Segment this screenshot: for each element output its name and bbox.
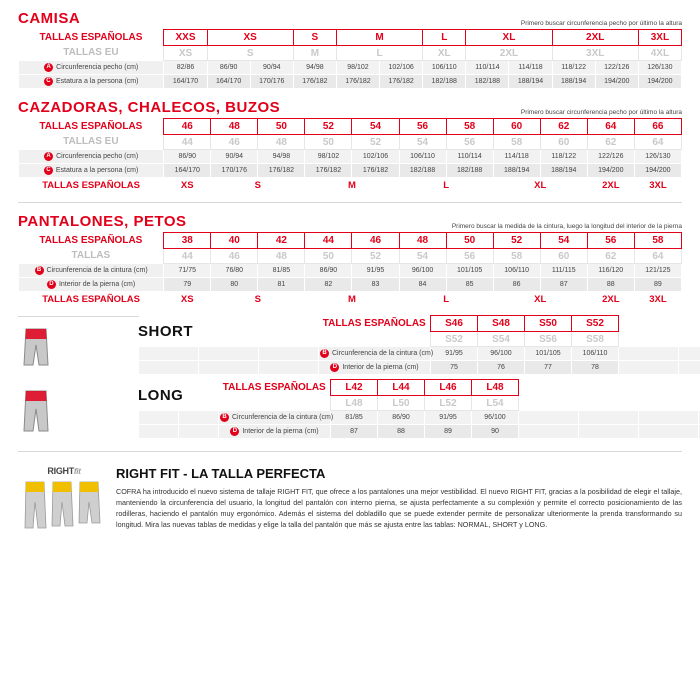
table-row xyxy=(139,361,700,375)
size-cell: XS xyxy=(207,30,293,46)
data-cell: 194/200 xyxy=(638,75,681,89)
size-cell: XS xyxy=(164,292,211,308)
logo-main-text: RIGHT xyxy=(47,466,74,476)
data-cell: 101/105 xyxy=(525,347,572,361)
size-cell: 44 xyxy=(305,233,352,249)
data-cell: 98/102 xyxy=(336,61,379,75)
row-label xyxy=(19,61,164,75)
data-cell: 76/80 xyxy=(211,264,258,278)
row-label xyxy=(19,150,164,164)
badge-a-icon: A xyxy=(44,63,53,72)
section-note-camisa: Primero buscar circunferencia pecho por último la altura xyxy=(520,20,682,27)
size-cell: L xyxy=(399,292,493,308)
pants-trio-icon xyxy=(22,521,106,538)
size-cell: 54 xyxy=(399,249,446,264)
data-cell: 91/95 xyxy=(431,347,478,361)
size-cell: XS xyxy=(164,46,207,61)
table-row xyxy=(19,150,682,164)
size-cell: 62 xyxy=(587,135,634,150)
row-label-text: Circunferencia pecho (cm) xyxy=(56,153,139,160)
data-cell: 89 xyxy=(425,425,472,439)
data-cell: 90 xyxy=(472,425,519,439)
badge-d-icon: D xyxy=(230,427,239,436)
size-cell: XS xyxy=(164,178,211,194)
data-cell: 81 xyxy=(258,278,305,292)
section-title-camisa: CAMISA xyxy=(18,10,81,27)
size-cell: XL xyxy=(423,46,466,61)
logo-fit-text: fit xyxy=(73,467,81,476)
size-cell: 64 xyxy=(634,135,681,150)
size-cell: L46 xyxy=(425,380,472,396)
row-label: TALLAS ESPAÑOLAS xyxy=(19,119,164,135)
size-cell: 52 xyxy=(305,119,352,135)
size-cell: 50 xyxy=(305,249,352,264)
size-cell: XL xyxy=(493,178,587,194)
size-cell: 48 xyxy=(258,249,305,264)
badge-d-icon: D xyxy=(330,363,339,372)
size-cell: XL xyxy=(493,292,587,308)
size-cell: S54 xyxy=(478,332,525,347)
row-label xyxy=(19,164,164,178)
data-cell: 88 xyxy=(378,425,425,439)
badge-a-icon: A xyxy=(44,152,53,161)
size-cell: 50 xyxy=(305,135,352,150)
data-cell: 84 xyxy=(399,278,446,292)
size-cell: 56 xyxy=(587,233,634,249)
size-cell: 4XL xyxy=(638,46,681,61)
data-cell: 114/118 xyxy=(493,150,540,164)
size-cell: 42 xyxy=(258,233,305,249)
data-cell: 164/170 xyxy=(164,164,211,178)
size-cell: 52 xyxy=(352,249,399,264)
size-cell: M xyxy=(336,30,422,46)
size-cell: 54 xyxy=(352,119,399,135)
row-label-text: Estatura a la persona (cm) xyxy=(55,167,139,174)
data-cell: 82/86 xyxy=(164,61,207,75)
size-cell: 46 xyxy=(211,249,258,264)
size-cell: 58 xyxy=(493,249,540,264)
section-title-cazadoras: CAZADORAS, CHALECOS, BUZOS xyxy=(18,99,281,116)
right-fit-footer xyxy=(18,466,682,539)
size-cell: S xyxy=(207,46,293,61)
size-cell: 56 xyxy=(399,119,446,135)
data-cell: 90/94 xyxy=(211,150,258,164)
table-row xyxy=(19,178,682,194)
size-cell: 60 xyxy=(540,135,587,150)
size-cell: 2XL xyxy=(552,30,638,46)
data-cell: 118/122 xyxy=(552,61,595,75)
size-cell: 64 xyxy=(634,249,681,264)
row-label: TALLAS ESPAÑOLAS xyxy=(19,178,164,194)
data-cell: 101/105 xyxy=(446,264,493,278)
size-cell: S xyxy=(211,178,305,194)
data-cell: 98/102 xyxy=(305,150,352,164)
data-cell: 106/110 xyxy=(493,264,540,278)
data-cell: 102/106 xyxy=(380,61,423,75)
data-cell: 83 xyxy=(352,278,399,292)
fit-block-short xyxy=(18,318,682,375)
size-cell: 2XL xyxy=(587,292,634,308)
size-cell: L50 xyxy=(378,396,425,411)
section-note-cazadoras: Primero buscar circunferencia pecho por último la altura xyxy=(520,109,682,116)
size-cell: L48 xyxy=(331,396,378,411)
data-cell: 76 xyxy=(478,361,525,375)
data-cell: 176/182 xyxy=(293,75,336,89)
size-cell: 3XL xyxy=(552,46,638,61)
size-cell: 66 xyxy=(634,119,681,135)
size-cell: S58 xyxy=(572,332,619,347)
size-cell: 46 xyxy=(352,233,399,249)
row-label-text: Circunferencia pecho (cm) xyxy=(56,64,139,71)
data-cell: 85 xyxy=(446,278,493,292)
size-cell: S50 xyxy=(525,316,572,332)
data-cell: 80 xyxy=(211,278,258,292)
size-cell: 44 xyxy=(164,135,211,150)
data-cell: 110/114 xyxy=(466,61,509,75)
size-cell: S xyxy=(293,30,336,46)
fit-block-long xyxy=(18,382,682,439)
row-label xyxy=(319,347,434,361)
right-fit-logo-text xyxy=(18,466,110,476)
data-cell: 164/170 xyxy=(164,75,207,89)
data-cell: 188/194 xyxy=(509,75,552,89)
badge-b-icon: B xyxy=(220,413,229,422)
row-label: TALLAS EU xyxy=(19,46,164,61)
divider xyxy=(18,451,682,452)
size-cell: S46 xyxy=(431,316,478,332)
data-cell: 188/194 xyxy=(552,75,595,89)
row-label: TALLAS EU xyxy=(19,135,164,150)
size-cell: 56 xyxy=(446,135,493,150)
size-cell: S52 xyxy=(572,316,619,332)
data-cell: 164/170 xyxy=(207,75,250,89)
table-row xyxy=(139,425,700,439)
row-label: TALLAS xyxy=(19,249,164,264)
data-cell: 86/90 xyxy=(378,411,425,425)
data-cell: 96/100 xyxy=(478,347,525,361)
size-cell: 58 xyxy=(493,135,540,150)
size-cell: 38 xyxy=(164,233,211,249)
table-row xyxy=(19,75,682,89)
data-cell: 176/182 xyxy=(380,75,423,89)
fit-name-short: SHORT xyxy=(138,323,193,340)
size-cell: L xyxy=(336,46,422,61)
table-cazadoras xyxy=(18,118,682,193)
data-cell: 102/106 xyxy=(352,150,399,164)
data-cell: 94/98 xyxy=(293,61,336,75)
data-cell: 86/90 xyxy=(207,61,250,75)
size-cell: 3XL xyxy=(638,30,681,46)
section-header-camisa xyxy=(18,0,682,29)
data-cell: 194/200 xyxy=(587,164,634,178)
table-row xyxy=(139,347,700,361)
data-cell: 188/194 xyxy=(493,164,540,178)
size-cell: 44 xyxy=(164,249,211,264)
data-cell: 91/95 xyxy=(425,411,472,425)
size-cell: 48 xyxy=(211,119,258,135)
data-cell: 176/182 xyxy=(305,164,352,178)
table-camisa xyxy=(18,29,682,89)
right-fit-logo xyxy=(18,466,110,539)
data-cell: 86/90 xyxy=(164,150,211,164)
data-cell: 91/95 xyxy=(352,264,399,278)
size-cell: 40 xyxy=(211,233,258,249)
size-cell: 64 xyxy=(587,119,634,135)
table-row xyxy=(19,46,682,61)
data-cell: 81/85 xyxy=(258,264,305,278)
right-fit-body xyxy=(110,466,682,531)
data-cell: 82 xyxy=(305,278,352,292)
data-cell: 182/188 xyxy=(399,164,446,178)
pants-icon xyxy=(18,327,54,372)
row-label: TALLAS ESPAÑOLAS xyxy=(19,30,164,46)
data-cell: 118/122 xyxy=(540,150,587,164)
data-cell: 88 xyxy=(587,278,634,292)
data-cell: 194/200 xyxy=(634,164,681,178)
data-cell: 87 xyxy=(540,278,587,292)
size-cell: S56 xyxy=(525,332,572,347)
fit-label-short xyxy=(18,327,138,372)
data-cell: 81/85 xyxy=(331,411,378,425)
data-cell: 71/75 xyxy=(164,264,211,278)
row-label-text: Estatura a la persona (cm) xyxy=(55,78,139,85)
data-cell: 170/176 xyxy=(250,75,293,89)
size-cell: 50 xyxy=(446,233,493,249)
data-cell: 126/130 xyxy=(638,61,681,75)
size-cell: 46 xyxy=(164,119,211,135)
size-cell: 62 xyxy=(540,119,587,135)
badge-b-icon: B xyxy=(320,349,329,358)
size-cell: L xyxy=(399,178,493,194)
table-row xyxy=(19,264,682,278)
data-cell: 86/90 xyxy=(305,264,352,278)
data-cell: 116/120 xyxy=(587,264,634,278)
size-cell: 2XL xyxy=(587,178,634,194)
data-cell: 122/126 xyxy=(587,150,634,164)
size-cell: 52 xyxy=(352,135,399,150)
section-title-pantalones: PANTALONES, PETOS xyxy=(18,213,187,230)
size-cell: 54 xyxy=(399,135,446,150)
table-row xyxy=(19,61,682,75)
size-cell: 54 xyxy=(540,233,587,249)
data-cell: 90/94 xyxy=(250,61,293,75)
size-cell: XXS xyxy=(164,30,207,46)
row-label xyxy=(19,75,164,89)
size-cell: L48 xyxy=(472,380,519,396)
size-cell: M xyxy=(305,178,399,194)
data-cell: 96/100 xyxy=(399,264,446,278)
table-row xyxy=(19,164,682,178)
data-cell: 106/110 xyxy=(572,347,619,361)
table-row xyxy=(19,119,682,135)
size-cell: S52 xyxy=(431,332,478,347)
data-cell: 111/115 xyxy=(540,264,587,278)
badge-c-icon: C xyxy=(44,77,53,86)
size-cell: L42 xyxy=(331,380,378,396)
size-cell: 58 xyxy=(634,233,681,249)
data-cell: 106/110 xyxy=(399,150,446,164)
table-row xyxy=(19,30,682,46)
data-cell: 106/110 xyxy=(423,61,466,75)
row-label xyxy=(319,361,431,375)
data-cell: 114/118 xyxy=(509,61,552,75)
size-cell: S48 xyxy=(478,316,525,332)
size-cell: 56 xyxy=(446,249,493,264)
data-cell: 86 xyxy=(493,278,540,292)
row-label: TALLAS ESPAÑOLAS xyxy=(319,316,431,332)
table-row xyxy=(19,233,682,249)
section-note-pantalones: Primero buscar la medida de la cintura, luego la longitud del interior de la pierna xyxy=(451,223,682,230)
row-label xyxy=(219,411,334,425)
table-row xyxy=(19,249,682,264)
badge-b-icon: B xyxy=(35,266,44,275)
size-cell: 48 xyxy=(399,233,446,249)
size-cell: L xyxy=(423,30,466,46)
data-cell: 182/188 xyxy=(446,164,493,178)
size-cell: 52 xyxy=(493,233,540,249)
row-label: TALLAS ESPAÑOLAS xyxy=(219,380,331,396)
size-cell: L54 xyxy=(472,396,519,411)
data-cell: 87 xyxy=(331,425,378,439)
data-cell: 170/176 xyxy=(211,164,258,178)
table-row xyxy=(19,292,682,308)
data-cell: 188/194 xyxy=(540,164,587,178)
size-cell: 62 xyxy=(587,249,634,264)
row-label-text: Interior de la pierna (cm) xyxy=(242,428,319,435)
data-cell: 176/182 xyxy=(258,164,305,178)
size-cell: S xyxy=(211,292,305,308)
data-cell: 77 xyxy=(525,361,572,375)
row-label-text: Interior de la pierna (cm) xyxy=(58,281,136,288)
pants-icon xyxy=(18,389,54,438)
fit-label-long xyxy=(18,389,138,438)
row-label: TALLAS ESPAÑOLAS xyxy=(19,233,164,249)
right-fit-title: RIGHT FIT - LA TALLA PERFECTA xyxy=(116,466,326,481)
size-cell: L52 xyxy=(425,396,472,411)
row-label xyxy=(19,278,164,292)
row-label-text: Interior de la pierna (cm) xyxy=(342,364,419,371)
row-label-text: Circunferencia de la cintura (cm) xyxy=(332,350,434,357)
data-cell: 182/188 xyxy=(466,75,509,89)
size-cell: 50 xyxy=(258,119,305,135)
row-label-text: Circunferencia de la cintura (cm) xyxy=(46,267,148,274)
data-cell: 126/130 xyxy=(634,150,681,164)
section-header-cazadoras xyxy=(18,89,682,118)
table-row xyxy=(19,278,682,292)
size-cell: L44 xyxy=(378,380,425,396)
data-cell: 122/126 xyxy=(595,61,638,75)
data-cell: 96/100 xyxy=(472,411,519,425)
badge-d-icon: D xyxy=(47,280,56,289)
table-row xyxy=(139,411,700,425)
row-label xyxy=(19,264,164,278)
data-cell: 78 xyxy=(572,361,619,375)
data-cell: 176/182 xyxy=(352,164,399,178)
size-cell: 3XL xyxy=(634,292,681,308)
size-cell: 48 xyxy=(258,135,305,150)
data-cell: 121/125 xyxy=(634,264,681,278)
data-cell: 94/98 xyxy=(258,150,305,164)
data-cell: 176/182 xyxy=(336,75,379,89)
badge-c-icon: C xyxy=(44,166,53,175)
size-cell: 2XL xyxy=(466,46,552,61)
data-cell: 79 xyxy=(164,278,211,292)
size-cell: M xyxy=(293,46,336,61)
size-cell: 60 xyxy=(493,119,540,135)
data-cell: 110/114 xyxy=(446,150,493,164)
fit-name-long: LONG xyxy=(138,387,184,404)
size-cell: 60 xyxy=(540,249,587,264)
data-cell: 194/200 xyxy=(595,75,638,89)
data-cell: 89 xyxy=(634,278,681,292)
section-header-pantalones xyxy=(18,203,682,232)
right-fit-text: COFRA ha introducido el nuevo sistema de tallaje RIGHT FIT, que ofrece a los pantalones una mejor vestibilidad. El nuevo RIGHT FIT, gracias a la posibilidad de elegir el tallaje, manteniendo la circunferencia del usuario, la longitud del pantalón con interno pierna, se ajusta perfectamente a su complexión y permite el correcto posicionamiento de las rodilleras, haciendo el pantalón muy ergonómico. Además el sistema del dobladillo que se puede extender permite de personalizar ulteriormente la prenda transformando su longitud. Mira las nuevas tablas de medidas y elige la talla del pantalón que más se ajusta entre las tablas: NORMAL, SHORT y LONG. xyxy=(116,487,682,530)
size-cell: M xyxy=(305,292,399,308)
table-pantalones xyxy=(18,232,682,307)
size-cell: 58 xyxy=(446,119,493,135)
data-cell: 75 xyxy=(431,361,478,375)
row-label xyxy=(219,425,331,439)
row-label-text: Circunferencia de la cintura (cm) xyxy=(232,414,334,421)
data-cell: 182/188 xyxy=(423,75,466,89)
row-label: TALLAS ESPAÑOLAS xyxy=(19,292,164,308)
size-cell: 46 xyxy=(211,135,258,150)
table-row xyxy=(19,135,682,150)
size-cell: 3XL xyxy=(634,178,681,194)
size-cell: XL xyxy=(466,30,552,46)
